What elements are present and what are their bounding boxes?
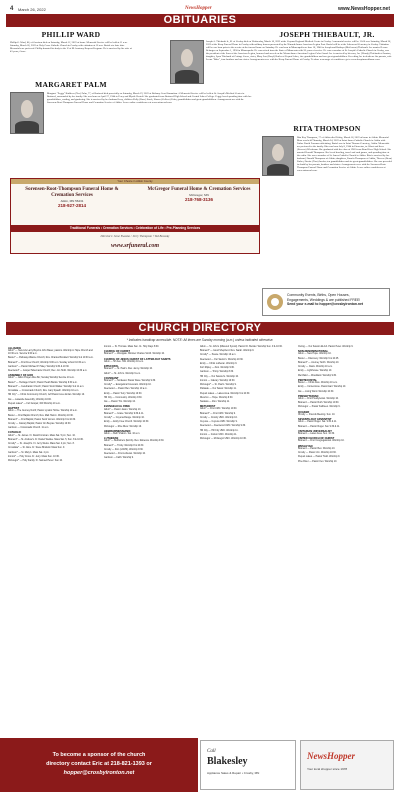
church-listing: Deerwood — Deerwood UMC. Worship 9:30. [200, 425, 246, 428]
church-listing: Crosby — Crosby UMC. Worship 10. [200, 416, 238, 419]
church-listing: Isle — Lakeside Assembly; Worship 10:00. [8, 398, 52, 401]
church-listing: Brainerd* — Trinity. Worship 8 & 10:30. [104, 444, 144, 447]
ad-tagline: Your Choice in Aitkin County [11, 179, 259, 184]
denomination-heading: BAPTIST [8, 407, 20, 411]
church-listing: Merrifield — Woodland. Worship 9:30. [298, 374, 337, 377]
denomination-heading: ALLIANCE [8, 347, 22, 350]
church-column-4 [298, 346, 388, 465]
church-listing: Riverton — Hope. Worship 9:30. [200, 396, 234, 399]
denomination-heading: WESLEYAN [298, 444, 313, 448]
church-listing: Isle — Pastor Tim. Worship 10. [104, 401, 136, 404]
denomination-heading: SEVENTH-DAY ADVENTIST [298, 418, 332, 422]
church-listing: Aitkin* — Bethlehem (ELCA). Rev. Rebecca. Worship 9:30. [104, 440, 165, 443]
denomination-heading: LUTHERAN [104, 437, 119, 441]
denomination-heading: CHURCH OF CHRIST [104, 350, 130, 354]
denomination-heading: PENTECOSTAL [298, 378, 318, 382]
church-listing: Brainerd — Pastor Ben. Worship 10. [298, 447, 336, 450]
community-events-box [262, 288, 390, 316]
obit-name: JOSEPH THIEBAULT, JR. [279, 30, 375, 39]
church-listing: Emily — Christ Lutheran. Worship 9. [200, 362, 238, 365]
funeral-home-address: McGregor, MN [189, 193, 209, 197]
denomination-heading: QUAKER [298, 410, 310, 414]
church-listing: Crosslake — Crossroads Church; Rev. Gary Spaeth. Worship 10 a.m. [8, 390, 79, 393]
church-listing: Garrison — Trinity. Worship 8:30. [200, 371, 234, 374]
church-column-2 [104, 346, 194, 462]
church-listing: Brainerd* — Westgate. Minister Charles Smith. Worship 10. [104, 353, 165, 356]
denomination-heading: UNITARIAN UNIVERSALIST [298, 429, 332, 433]
ad-desc: Appliance Sales & Repair • Crosby, MN [207, 771, 260, 775]
church-listing: McGregor — McGregor UMC. Worship 10:30. [200, 438, 247, 441]
funeral-website[interactable]: www.srfuneral.com [110, 243, 160, 249]
ad-brand: NewsHopper [307, 751, 355, 761]
church-listing: Deerwood — Our Savior's. Worship 10:30. [200, 358, 244, 361]
church-listing: Aitkin* — Aitkin Prayer Alive Bo; Sunday Worship Service 10 a.m. [8, 377, 75, 380]
church-listing: Hill City — Hill City UMC. Worship 11. [200, 429, 239, 432]
church-listing: Brainerd* — First Baptist; Pastor Scott Vernon. Worship 9 & 10:30. [8, 418, 76, 421]
obit-body: Phillip G. Ward, 66, of Garrison died on Saturday, March 12, 2022 at home. Memorial Service will be held at 11 a.m. Saturday, March 26, 2022 at Holy Cross Catholic Church in Crosby with visitation at 10 a.m. Burial at a later date. Memorials are preferred. Phillip donated his body to the U of M Anatomy Bequest Program. He is survived by his wife of 43 years, Grace. [10, 41, 132, 53]
church-listing: Brainerd* — Grace. Worship 9:30 & 11. [104, 412, 145, 415]
paper-logo: NewsHopper [185, 6, 212, 11]
church-listing: Emily — Cornerstone. Pastor Earl. Worship 10. [298, 386, 346, 389]
margaret-palm-photo [10, 92, 44, 134]
church-listing: Brainerd* — Journey North. Worship 10. [298, 361, 340, 364]
funeral-homes-ad [10, 178, 260, 254]
church-listing: Aitkin* — St. James. Fr. David Forsman. Mass Sat. 5 pm; Sun. 10. [8, 434, 76, 437]
ad-brand: Blakesley [207, 756, 248, 767]
denomination-heading: COVENANT [104, 376, 119, 380]
church-listing: Garrison* — St. Mary's. Mass Sat. 4 pm. [8, 451, 50, 454]
church-listing: Hill City* — Christ Community Church; Jeff Pastor Lisa Jordan. Worship 10. [8, 394, 85, 397]
services-strip: Traditional Funerals • Cremation Services • Celebration of Life • Pre-Planning Services [11, 225, 259, 232]
church-listing: Pequot Lakes — Lakes Area. Worship 9 & 10:30. [200, 392, 250, 395]
obit-name: RITA THOMPSON [293, 124, 361, 133]
church-listing: Crosby* — Peace. Worship 10 a.m. [200, 354, 237, 357]
sponsor-line: To become a sponsor of the church [52, 752, 146, 758]
blakesley-ad [200, 740, 296, 790]
funeral-home-phone: 218-768-3136 [184, 197, 214, 202]
funeral-home-phone: 218-927-2814 [57, 203, 87, 208]
church-listing: Garrison* — Pastor Michael P. Haley. Worship 9:30 & 10:30. [8, 365, 70, 368]
church-listing: Deerwood — First Lutheran. Worship 10. [104, 453, 146, 456]
church-listing: Aitkin — 5th Ave. NW. Worship 10 a.m. [104, 360, 144, 363]
church-listing: Brainerd* — St. Paul's. Rev. Jenny. Worship 10. [104, 368, 153, 371]
church-listing: Fort Ripley — Zion. Worship 9:30. [200, 367, 235, 370]
page-number: 4 [10, 6, 14, 12]
church-listing: McGregor* — St. Paul's. Worship 9. [200, 384, 237, 387]
church-listing: Pine River — Pastor Ken. Worship 10. [298, 460, 338, 463]
church-listing: Emily — Emily Free Church. Worship 10:30. [104, 421, 149, 424]
church-listing: Crosby* — Evangelical Covenant. Worship 10. [104, 384, 152, 387]
ad-desc: Your local shopper since 1978 [307, 767, 348, 771]
church-listing: Crosby — Calvary Baptist; Pastor Jim Beyrau. Worship 10:30. [8, 422, 72, 425]
church-listing: Baxter* — Parkway Alliance Church; Rev. Charles Bordwell. Worship 9 & 10:30 a.m. [8, 357, 94, 360]
church-column-1 [8, 346, 98, 464]
church-listing: Crosby — Zion (LCMS). Worship 9:30. [104, 448, 144, 451]
church-listing: Aitkin* — St. John's. Worship 9 a.m. [104, 372, 141, 375]
church-listing: Outing — Our Saviors ELCA. Pastor Peter. Worship 9. [298, 346, 354, 348]
church-listing: Aitkin — Pastor Roger. Sat. 9:30 & 11. [298, 421, 337, 424]
church-listing: Baxter — Christ Alive. Worship 10 a.m. [298, 382, 338, 385]
church-listing: Brainerd* — First Free Church; Worship 9:00 a.m. Sunday school 10:30 a.m. [8, 361, 87, 364]
footer-ads [0, 738, 400, 792]
church-listing: Crosslake* — St. Alice. Fr. Steve Binsfeld. Mass Sun. 9. [8, 447, 65, 450]
church-listing: Brainerd* — Good Shepherd. Rev. Sarah. Worship 9. [200, 350, 255, 353]
church-listing: Aitkin* — First UMC. Worship 10:30. [200, 408, 238, 411]
church-listing: Aitkin — New Hope. Worship 10. [298, 353, 332, 356]
denomination-heading: NON-DENOMINATIONAL [298, 350, 329, 354]
denomination-heading: EVANGELICAL FREE [104, 405, 130, 409]
church-listing: Deerwood* — Gospel Tabernacle Church; Rev. Jon Holtz. Worship 10:30 a.m. [8, 369, 88, 372]
denomination-heading: CATHOLIC [8, 431, 22, 435]
denomination-heading: PRESBYTERIAN [298, 394, 319, 398]
church-listing: Cuyuna — Cuyuna UMC. Worship 9. [200, 421, 238, 424]
church-listing: Garrison — Crossroads Church. 11 a.m. [8, 427, 49, 430]
funeral-home-address: Aitkin, MN 56431 [60, 199, 84, 203]
church-listing: Emily — Lighthouse. Worship 10. [298, 370, 332, 373]
sponsor-email[interactable]: hopper@crosbyironton.net [63, 770, 135, 776]
church-listing: Ironton — Calvary. Worship 10:30. [200, 379, 236, 382]
page-header [10, 6, 390, 14]
church-listing: Brainerd* — Celebration Church; Pastor Scott Walker. Worship 9 & 11 a.m. [8, 385, 85, 388]
church-listing: Crosby — Oasis. Worship 10 a.m. [298, 366, 333, 369]
church-listing: Aitkin* — Pastor Jason. Worship 10. [104, 408, 141, 411]
denomination-heading: CHURCH OF JESUS CHRIST OF LATTER-DAY SAINTS [104, 357, 171, 361]
mail-icon [267, 294, 283, 310]
church-listing: Crosby — Pastor Jim. Worship 10:30. [298, 452, 337, 455]
obit-name: PHILLIP WARD [41, 30, 101, 39]
obit-rita-thompson [262, 124, 392, 135]
denomination-heading: METHODIST [200, 405, 216, 409]
funeral-home-name: McGregor Funeral Home & Cremation Services [147, 187, 251, 192]
website-link[interactable]: www.NewsHopper.net [337, 6, 390, 12]
church-listing: Hill City — Our Saviour's. Worship 10. [200, 375, 239, 378]
community-line: Community Events, Births, Open Houses, [287, 293, 350, 297]
funeral-home-name: Sorensen-Root-Thompson Funeral Home & Cremation Services [25, 187, 119, 198]
church-listing: Baxter* — Heritage Church; Pastor Heath Banks. Worship 9:30 a.m. [8, 381, 78, 384]
obit-margaret-palm [10, 80, 132, 91]
obit-body: Margaret "Peggy" Kathleen (Nee) Palm, 77, of Brainerd died peacefully on Saturday, March 19, 2022 at Bethany Good Samaritan. A Memorial Service will be held at St. Joseph's Medical Center in Brainerd, surrounded by her family. She was born on April 27, 1944 to Percy and Myrtle Bertolf. She graduated from Brainerd High School and Central Lakes College. Peggy loved spending time with her grandchildren, reading, and gardening. She is survived by her husband Jerry, children Kelly (Dave) Stock, Shawn (Colleen) Palm, grandchildren and great-grandchildren. Arrangements are with the Sorensen-Root-Thompson Funeral Home and Cremation Service of Aitkin. Leave online condolences at www.srfuneral.com. [47, 92, 252, 104]
church-listing: McGregor — Rice River. Worship 10. [104, 425, 142, 428]
church-listing: Brainerd — Pastor Roger. Sat. 9:30 & 11. [298, 425, 340, 428]
ad-call: Call [207, 749, 216, 754]
church-listing: Emily — Pastor Terry. Worship 10:30. [104, 392, 143, 395]
joseph-thiebault-photo [170, 40, 204, 84]
directors-line: Directors: Jesse Ewasko / Jerry Thompson • Ted Bocasky [100, 234, 170, 238]
denomination-heading: ASSEMBLY OF GOD [8, 374, 34, 378]
church-listing: Aitkin — The Journey North; Pastor Lyndon Holme. Worship 10 a.m. [8, 410, 78, 413]
church-listing: Brainerd* — Nordeast. Pastor Dave. Worship 9:30. [104, 379, 156, 382]
church-column-3 [200, 346, 290, 442]
church-listing: Palisade — Our Savior. Worship 11. [200, 388, 237, 391]
newshopper-ad [300, 740, 394, 790]
church-listing: Aitkin — Beth Shalom. Sat. 10 a.m. [104, 432, 141, 435]
church-listing: Baxter — First Baptist Church; Rev. Matt Hamm. Worship 10:30. [8, 414, 74, 417]
church-listing: McGregor — Pastor Kathleen. Worship 9. [298, 406, 341, 409]
obit-name: MARGARET PALM [35, 80, 107, 89]
obit-body: Joseph A. Thiebault Jr., 81 of Crosby died on Wednesday, March 16, 2022 at the Cuyuna Regional Medical Center in Crosby. A memorial service will be 11:00 a.m. Saturday, March 26, 2022 at the Koop Funeral Home in Crosby with military honors presented by the Nimrod-James American Legion Post. Burial will be at the Lakewood Cemetery in Crosby. Visitation will be one hour prior to the service at the funeral home on Saturday. He was born in Minneapolis on June 18, 1940 to Joseph and Kathryn (McGowan) Thiebault. Joe married Leona Belanger on September 1, 1958 in Minneapolis. He was retired from the State of Minnesota with 20 years of service. He was a member of St. Joseph's Catholic Church in Crosby, was the president of the Sons of the American Legion, honored and served on the Wurm-James American Legion Color Guard. Joe is survived by his sons, Joe (Wendy) Thiebault of Ironton, daughter, Lynn Thiebault of Cottage Grove, sister, Mary Lou (Daryl) Butler of Pequot Lakes, five grandchildren and two great grandchildren. Preceding Joe in death are his parents, wife Leona "Babe", four brothers and one sister. Arrangements were with the Koop Funeral Home of Crosby. To share a message of condolence go to www.koopfuneralhome.com. [206, 40, 392, 61]
church-listing: Brainerd* — First UMC. Worship 9. [200, 412, 236, 415]
church-listing: Pequot Lakes — Pastor Todd. Worship 9. [298, 456, 341, 459]
rita-thompson-photo [262, 136, 294, 176]
church-listing: Hill City — Community. Worship 9:30. [104, 396, 143, 399]
community-line: Engagements, Weddings & are published FREE! [287, 297, 361, 302]
church-directory-banner: CHURCH DIRECTORY [6, 322, 394, 335]
church-listing: Aitkin — St. John's (Missouri Synod). Pastor Dr. Bentler. Worship Sun. 9 & 10:30. [200, 346, 283, 348]
church-listing: Pequot Lakes* — Full Gospel; 320 Worship 10 a.m. [8, 402, 61, 405]
church-listing: Deerwood — Pastor Ben. Worship 10 a.m. [104, 388, 148, 391]
sponsor-box [0, 738, 198, 792]
church-listing: Baxter — Discovery. Worship 9 & 10:45. [298, 357, 339, 360]
church-listing: Crosby* — St. Joseph's. Fr. Jerry Weiss. Mass Sat. 4 pm; Sun. 8. [8, 443, 75, 446]
denomination-heading: EPISCOPAL [104, 365, 119, 369]
church-listing: Swatara — Zion. Worship 11. [200, 401, 230, 404]
community-email[interactable]: Send your e-mail to hopper@crosbyironton.net [287, 302, 364, 307]
church-listing: McGregor* — Holy Family. Fr. Samuel Perez. Sun 10. [8, 460, 63, 463]
church-listing: Brainerd* — St. Andrew's. Fr. Daniel Weiske. Mass Sat. 5, Sun. 8 & 10:30. [8, 438, 84, 441]
church-listing: Ironton — Ironton UMC. Worship 11. [200, 433, 238, 436]
church-listing: Brainerd — Lakes Area. Sun. 10:30. [298, 432, 335, 435]
church-listing: Aitkin* — New Life Larry Boyd & John Bauer, pastors. Worship in Hope Church and 10:30 a.m. Service 9:00 a.m. [8, 350, 93, 356]
church-directory-note: * Indicates handicap accessible. NOTE: All times are Sunday morning (a.m.) unless indicated otherwise. [126, 338, 274, 342]
obit-phillip-ward [10, 30, 132, 53]
church-listing: Aitkin — First Presbyterian. Worship 10. [298, 397, 339, 400]
issue-date: March 26, 2022 [18, 7, 46, 12]
obit-body: Rita Kay Thompson, 77 of Aitkin died Friday, March 18, 2022 at home in Aitkin. Memorial Mass was held Thursday, March 24, 2022 at Saint James Catholic Church in Aitkin with Father David Forsman officiating. Burial was in Saint Thomas Cemetery, Aitkin. Memorials are preferred to the family. Rita was born July 8, 1944 in Princeton, to Albert and Irene (Stevens) Wiedeman. She graduated with the class of 1962 from Rum River High School. She married Donald Thompson. She loved bowling, travel and card games, and spending time at the cabin. She was a member of St. James Catholic Church in Aitkin. Rita is survived by her husband, Donald Thompson of Aitkin; daughters, Pamela Thompson of Aitkin, Theresa (Dean) Parker, Denise (Tom) Jacobs; ten grandchildren and six great-grandchildren. She was preceded in death by her parents, brothers and sisters. Arrangements were with the Sorensen-Root-Thompson Funeral Home and Cremation Service of Aitkin. Leave online condolences at www.srfuneral.com. [297, 136, 392, 172]
denomination-heading: HEBREW/MESSIANIC [104, 429, 131, 433]
church-listing: Crosby — Friends Meeting. Sun. 10. [298, 413, 336, 416]
sponsor-line: directory contact Eric at 218-821-1393 or [46, 761, 152, 767]
church-listing: Brainerd — Pastor Ruth. Worship 10:30. [298, 402, 340, 405]
obituaries-banner: OBITUARIES [6, 14, 394, 27]
church-listing: Brainerd — First Congregational. Worship 10. [298, 440, 345, 443]
church-listing: Ironton — St. Thomas. Mass Sun. 11. Holy Days 8:30. [104, 346, 160, 348]
church-listing: Ironton* — Holy Cross. Fr. Jerry. Mass Sun. 10:30. [8, 455, 60, 458]
denomination-heading: UNITED CHURCH OF CHRIST [298, 437, 335, 441]
church-listing: Isle — Living Word. Worship 10:30. [298, 390, 334, 393]
church-listing: Garrison — Faith. Worship 9. [104, 457, 134, 460]
church-listing: Crosby* — Cuyuna Range. Worship 10. [104, 417, 145, 420]
